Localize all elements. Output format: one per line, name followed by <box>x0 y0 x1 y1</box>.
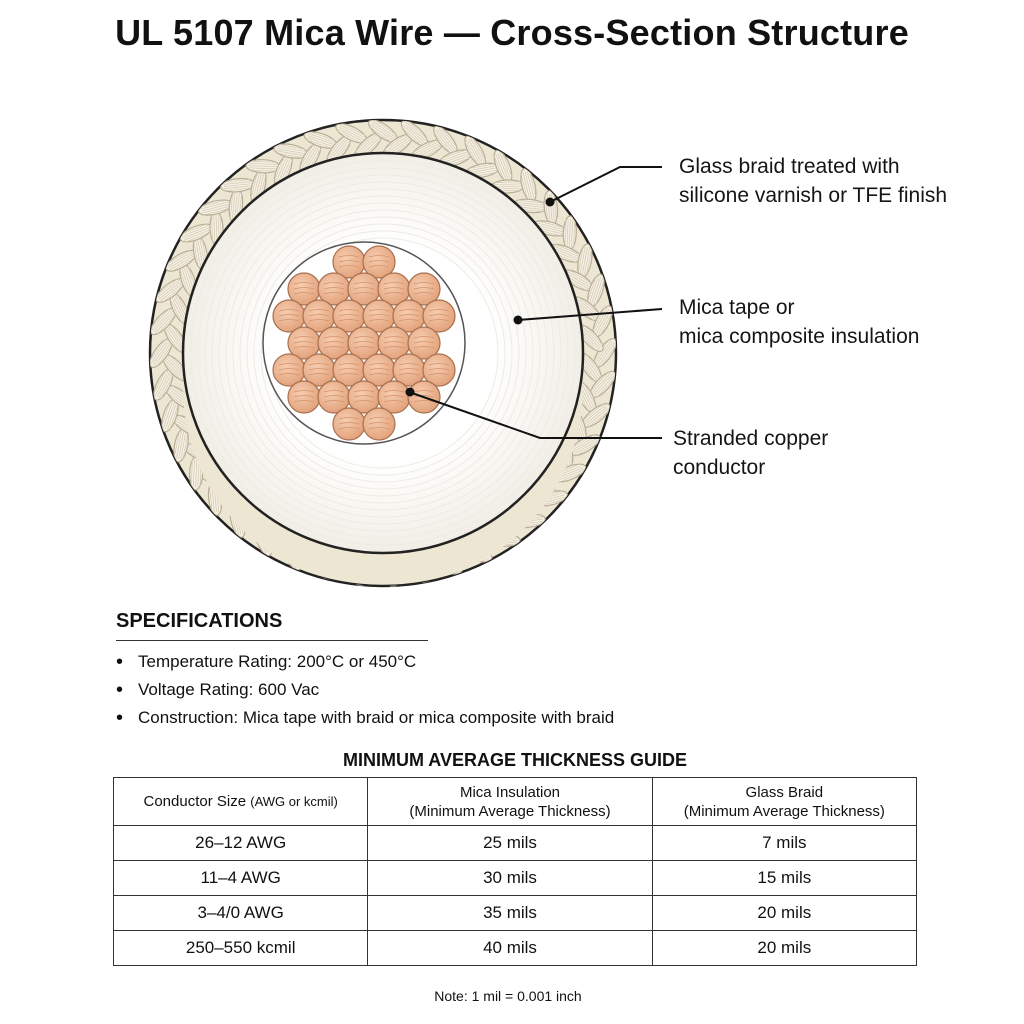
table-row <box>114 826 917 861</box>
thickness-guide-title: MINIMUM AVERAGE THICKNESS GUIDE <box>342 750 687 770</box>
page-title: UL 5107 Mica Wire — Cross-Section Structure <box>115 12 909 53</box>
specifications-heading: SPECIFICATIONS <box>116 610 283 632</box>
copper-strand <box>333 408 365 440</box>
cell-braid-thickness: 20 mils <box>652 931 916 966</box>
callout-glass-braid <box>679 152 947 210</box>
callout-copper-conductor <box>673 424 828 482</box>
table-row <box>114 861 917 896</box>
header-glass-braid <box>652 778 916 826</box>
specifications-list <box>116 648 614 732</box>
cell-mica-thickness: 35 mils <box>368 896 652 931</box>
callout-mica-insulation <box>679 293 919 351</box>
callout-conductor-line2: conductor <box>673 456 766 479</box>
header-mica-insulation <box>368 778 652 826</box>
table-header-row <box>114 778 917 826</box>
header-mica-line2: (Minimum Average Thickness) <box>409 802 611 820</box>
header-conductor-label: Conductor Size <box>143 793 247 810</box>
spec-temperature: • Temperature Rating: 200°C or 450°C <box>116 648 614 676</box>
cell-conductor-size: 250–550 kcmil <box>114 931 368 966</box>
cell-mica-thickness: 30 mils <box>368 861 652 896</box>
callout-mica-line2: mica composite insulation <box>679 325 920 348</box>
cell-conductor-size: 26–12 AWG <box>114 826 368 861</box>
unit-note: Note: 1 mil = 0.001 inch <box>434 988 582 1004</box>
copper-strand <box>363 408 395 440</box>
callout-glass-braid-line2: silicone varnish or TFE finish <box>679 184 948 207</box>
leader-dot-conductor <box>406 388 415 397</box>
thickness-guide-table <box>113 777 917 966</box>
callout-glass-braid-line1: Glass braid treated with <box>679 155 900 178</box>
table-row <box>114 896 917 931</box>
leader-dot-braid <box>546 198 555 207</box>
copper-strand <box>288 381 320 413</box>
leader-dot-mica <box>514 316 523 325</box>
cell-conductor-size: 3–4/0 AWG <box>114 896 368 931</box>
cell-mica-thickness: 40 mils <box>368 931 652 966</box>
spec-voltage: • Voltage Rating: 600 Vac <box>116 676 614 704</box>
table-row <box>114 931 917 966</box>
header-braid-line1: Glass Braid <box>745 783 824 801</box>
cell-braid-thickness: 20 mils <box>652 896 916 931</box>
spec-construction: • Construction: Mica tape with braid or mica composite with braid <box>116 704 614 732</box>
cell-braid-thickness: 15 mils <box>652 861 916 896</box>
cell-conductor-size: 11–4 AWG <box>114 861 368 896</box>
cell-braid-thickness: 7 mils <box>652 826 916 861</box>
leader-line-braid <box>552 167 662 201</box>
copper-strands <box>273 246 455 440</box>
cell-mica-thickness: 25 mils <box>368 826 652 861</box>
header-braid-line2: (Minimum Average Thickness) <box>683 802 885 820</box>
callout-conductor-line1: Stranded copper <box>673 427 829 450</box>
header-conductor-unit: (AWG or kcmil) <box>250 794 338 809</box>
specifications-divider <box>116 640 428 641</box>
header-conductor-size <box>114 778 368 826</box>
callout-mica-line1: Mica tape or <box>679 296 795 319</box>
header-mica-line1: Mica Insulation <box>459 783 561 801</box>
